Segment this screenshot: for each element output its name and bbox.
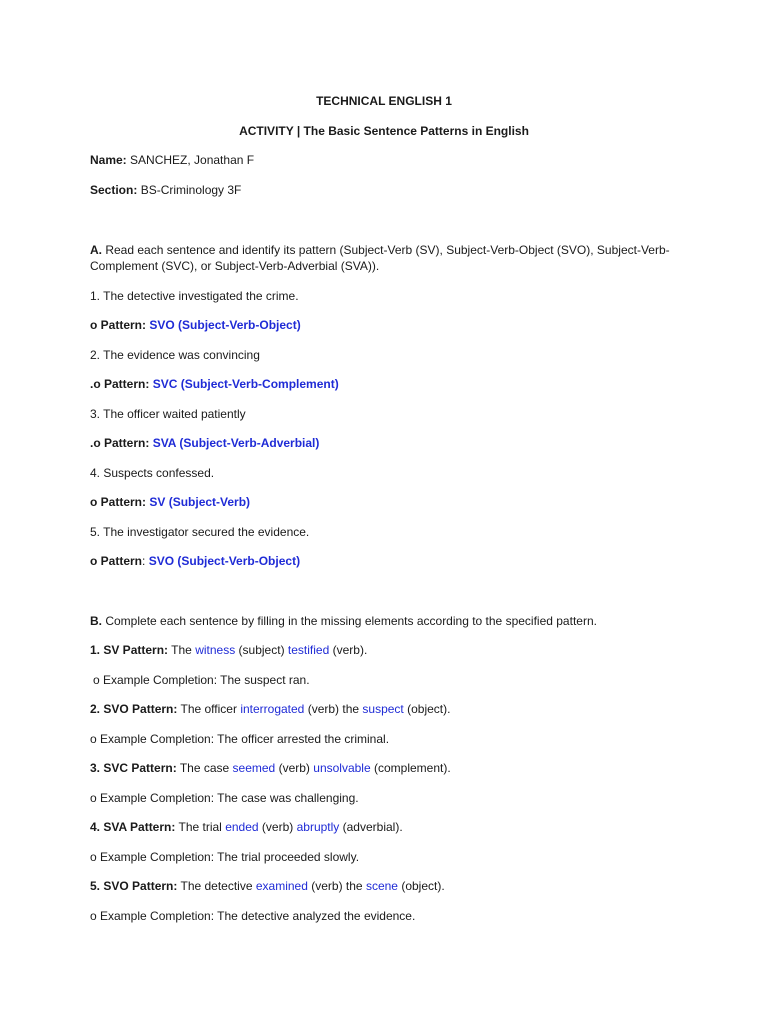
pattern-colon: : — [142, 554, 146, 568]
item-text: (verb) the — [311, 879, 363, 893]
item-answer: scene — [365, 879, 398, 893]
item-text: The officer — [180, 702, 237, 716]
pattern-prefix: o Pattern — [90, 554, 143, 568]
item-text: (verb) — [278, 761, 310, 775]
pattern-prefix: .o Pattern: — [90, 377, 150, 391]
part-a-sentence: 5. The investigator secured the evidence. — [90, 525, 310, 539]
pattern-prefix: o Pattern: — [90, 495, 147, 509]
section-value: BS-Criminology 3F — [140, 183, 242, 197]
item-pattern-label: 1. SV Pattern: — [90, 643, 169, 657]
example-completion: o Example Completion: The suspect ran. — [93, 673, 310, 687]
part-a-pattern — [90, 376, 339, 392]
part-a-instruction — [90, 242, 680, 274]
part-a-text: Read each sentence and identify its pattern (Subject-Verb (SV), Subject-Verb-Object (SVO), Subject-Verb-Complement (SVC), or Subject-Verb-Adverbial (SVA)). — [90, 243, 670, 273]
pattern-answer: SVO (Subject-Verb-Object) — [149, 318, 301, 332]
part-a-pattern — [90, 317, 301, 333]
item-text: The — [171, 643, 192, 657]
item-answer: seemed — [232, 761, 276, 775]
item-text: (complement). — [373, 761, 451, 775]
name-line — [90, 152, 254, 168]
part-b-instruction — [90, 613, 597, 629]
item-answer: witness — [195, 643, 236, 657]
item-pattern-label: 5. SVO Pattern: — [90, 879, 178, 893]
part-b-item — [90, 760, 451, 776]
part-b-item — [90, 642, 367, 658]
part-a-sentence: 4. Suspects confessed. — [90, 466, 215, 480]
item-text: The case — [179, 761, 230, 775]
item-answer: suspect — [362, 702, 404, 716]
part-a-pattern — [90, 494, 250, 510]
pattern-answer: SVO (Subject-Verb-Object) — [148, 554, 301, 568]
example-completion: o Example Completion: The case was challenging. — [90, 791, 359, 805]
pattern-answer: SV (Subject-Verb) — [149, 495, 251, 509]
item-answer: unsolvable — [313, 761, 371, 775]
part-a-sentence: 2. The evidence was convincing — [90, 348, 260, 362]
part-b-text: Complete each sentence by filling in the missing elements according to the specified pattern. — [105, 614, 597, 628]
item-text: (object). — [401, 879, 445, 893]
document-title: TECHNICAL ENGLISH 1 — [316, 94, 452, 108]
section-label: Section: — [90, 183, 138, 197]
item-pattern-label: 4. SVA Pattern: — [90, 820, 176, 834]
item-answer: interrogated — [240, 702, 305, 716]
pattern-answer: SVC (Subject-Verb-Complement) — [152, 377, 339, 391]
example-completion: o Example Completion: The officer arrested the criminal. — [90, 732, 390, 746]
item-pattern-label: 3. SVC Pattern: — [90, 761, 177, 775]
part-b-item — [90, 701, 450, 717]
part-a-sentence: 1. The detective investigated the crime. — [90, 289, 299, 303]
item-answer: abruptly — [296, 820, 340, 834]
item-answer: ended — [225, 820, 259, 834]
part-a-label: A. — [90, 243, 102, 257]
item-text: (adverbial). — [342, 820, 403, 834]
pattern-prefix: .o Pattern: — [90, 436, 150, 450]
item-text: (verb) the — [307, 702, 360, 716]
part-a-pattern — [90, 553, 300, 569]
item-pattern-label: 2. SVO Pattern: — [90, 702, 178, 716]
example-completion: o Example Completion: The detective analyzed the evidence. — [90, 909, 416, 923]
item-text: (verb). — [332, 643, 368, 657]
item-answer: testified — [287, 643, 330, 657]
example-completion: o Example Completion: The trial proceeded slowly. — [90, 850, 360, 864]
item-text: (object). — [407, 702, 451, 716]
part-a-pattern — [90, 435, 319, 451]
item-text: The detective — [180, 879, 253, 893]
part-b-label: B. — [90, 614, 102, 628]
section-line — [90, 182, 241, 198]
item-text: (verb) — [261, 820, 294, 834]
part-a-sentence: 3. The officer waited patiently — [90, 407, 246, 421]
activity-heading: ACTIVITY | The Basic Sentence Patterns in English — [239, 124, 529, 138]
pattern-answer: SVA (Subject-Verb-Adverbial) — [152, 436, 320, 450]
name-label: Name: — [90, 153, 127, 167]
item-answer: examined — [255, 879, 308, 893]
name-value: SANCHEZ, Jonathan F — [130, 153, 255, 167]
pattern-prefix: o Pattern: — [90, 318, 147, 332]
item-text: The trial — [178, 820, 222, 834]
part-b-item — [90, 878, 445, 894]
item-text: (subject) — [238, 643, 285, 657]
part-b-item — [90, 819, 403, 835]
